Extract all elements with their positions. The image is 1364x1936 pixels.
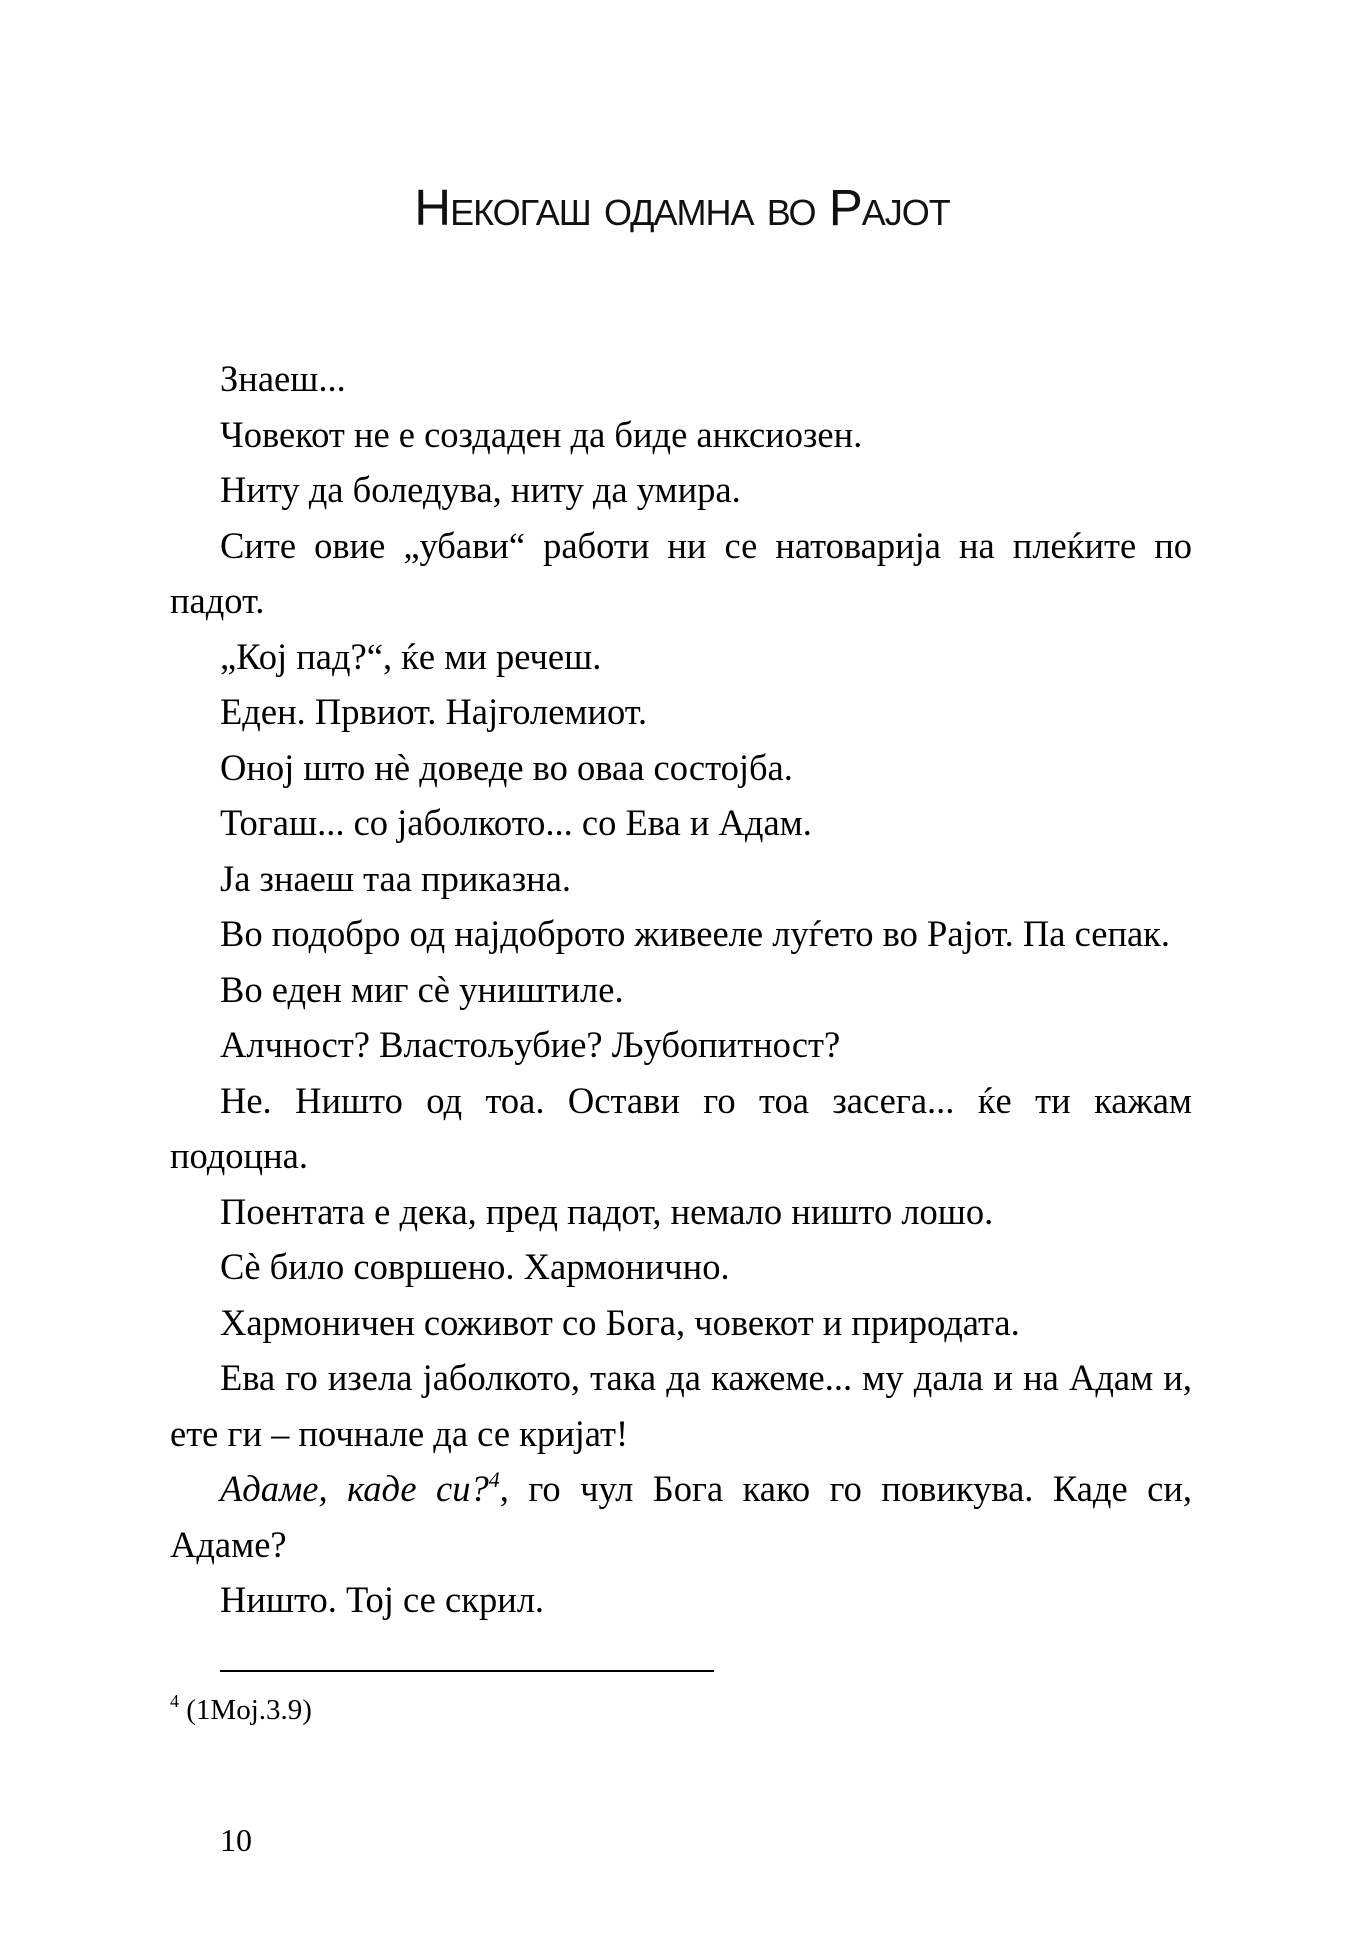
footnote [170, 1690, 312, 1730]
paragraph: Ја знаеш таа приказна. [220, 857, 572, 899]
paragraph: Во еден миг сè уништиле. [220, 968, 624, 1010]
quote-italic: Адаме, каде си? [220, 1468, 489, 1509]
paragraph: Во подобро од најдоброто живееле луѓето во Рајот. Па сепак. [220, 913, 1171, 954]
chapter-title: Некогаш одамна во Рајот [414, 179, 950, 236]
footnote-mark: 4 [170, 1691, 179, 1711]
paragraph: Хармоничен соживот со Бога, човекот и природата. [220, 1301, 1020, 1343]
paragraph: Ева го изела јаболкото, така да кажеме... му дала и на Адам и, ете ги – почнале да се кријат! [170, 1357, 1192, 1454]
footnote-text: (1Moj.3.9) [179, 1694, 312, 1726]
footnote-reference[interactable]: 4 [488, 1467, 500, 1492]
paragraph: Човекот не е создаден да биде анксиозен. [220, 413, 863, 455]
footnote-divider [220, 1670, 714, 1672]
body-text [170, 351, 1192, 1628]
quote-rest: , го чул Бога како го повикува. Каде си, Адаме? [170, 1468, 1192, 1565]
paragraph: Оној што нè доведе во оваа состојба. [220, 746, 793, 788]
paragraph: Не. Ништо од тоа. Остави го тоа засега... ќе ти кажам подоцна. [170, 1079, 1192, 1176]
paragraph: Сè било совршено. Хармонично. [220, 1246, 730, 1287]
paragraph: Еден. Првиот. Најголемиот. [220, 691, 648, 732]
paragraph: Ниту да боледува, ниту да умира. [220, 469, 741, 510]
page-number: 10 [220, 1822, 252, 1858]
paragraph: „Кој пад?“, ќе ми речеш. [220, 635, 602, 677]
paragraph: Знаеш... [220, 358, 346, 399]
paragraph: Сите овие „убави“ работи ни се натоварија на плеќите по падот. [170, 524, 1192, 621]
paragraph: Ништо. Тој се скрил. [220, 1579, 545, 1620]
paragraph: Поентата е дека, пред падот, немало ништо лошо. [220, 1190, 994, 1232]
paragraph: Тогаш... со јаболкото... со Ева и Адам. [220, 802, 812, 843]
paragraph: Алчност? Властољубие? Љубопитност? [220, 1024, 841, 1065]
quote-paragraph [170, 1461, 1192, 1572]
